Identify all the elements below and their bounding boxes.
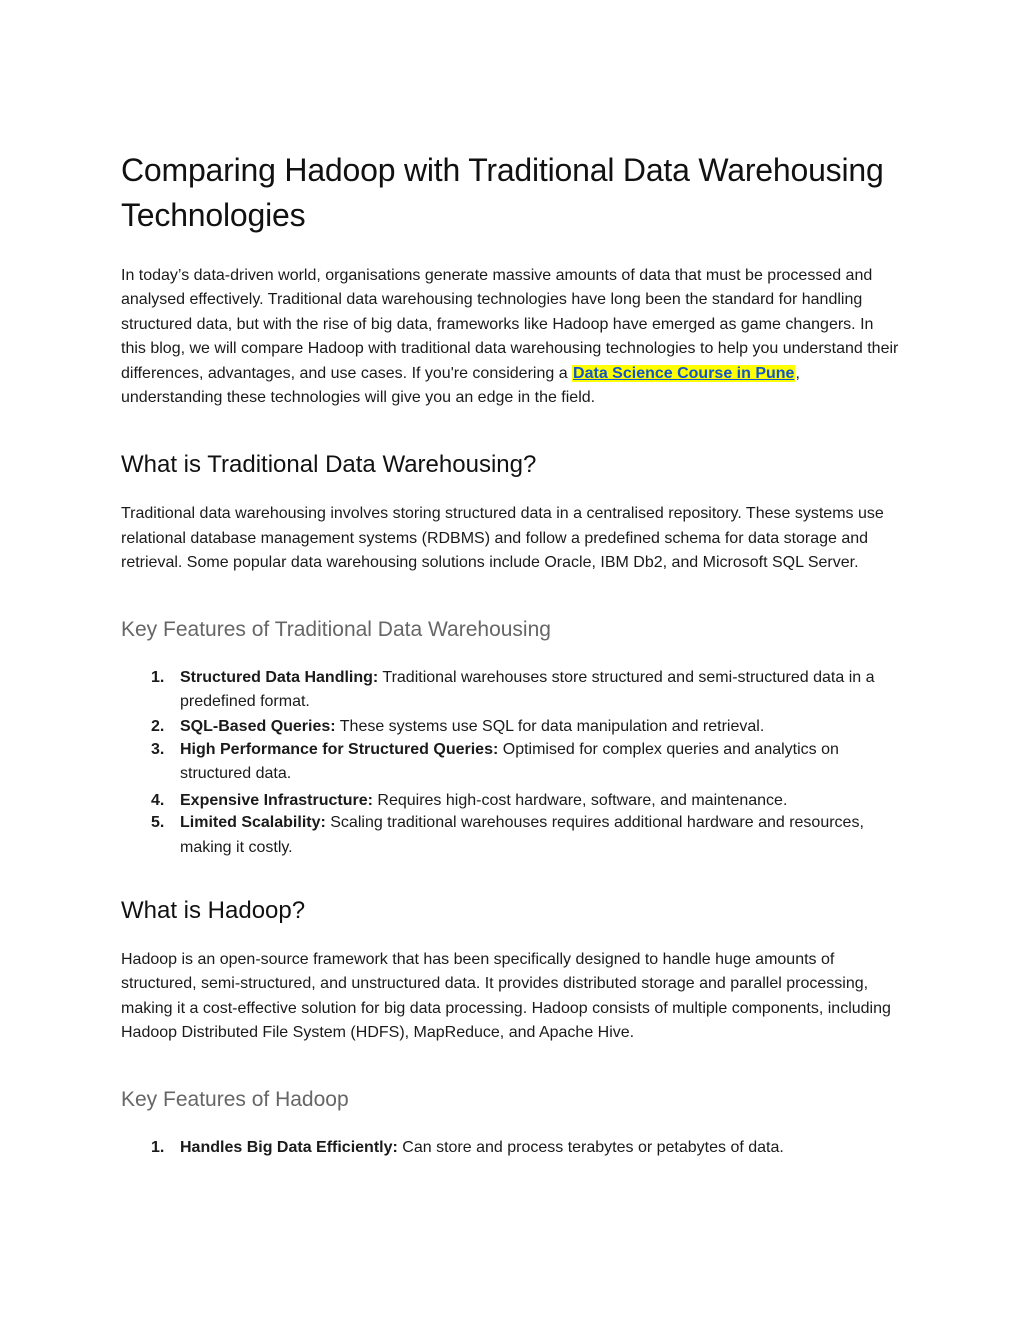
list-item-term: Limited Scalability: <box>180 814 326 832</box>
hadoop-paragraph: Hadoop is an open-source framework that has been specifically designed to handle huge amounts of structured, semi-structured, and unstructured data. It provides distributed storage and parallel processing, making it a cost-effective solution for big data processing. Hadoop consists of multiple components, including Hadoop Distributed File System (HDFS), MapReduce, and Apache Hive. <box>121 950 891 1042</box>
subheading-traditional-dw-features: Key Features of Traditional Data Warehousing <box>121 617 551 641</box>
list-item-term: Expensive Infrastructure: <box>180 791 373 809</box>
list-item-description: These systems use SQL for data manipulation and retrieval. <box>335 718 765 736</box>
list-item-number: 1. <box>151 668 165 686</box>
list-item-description: Traditional warehouses store structured and semi-structured data in a predefined format. <box>180 668 875 711</box>
list-item <box>121 1136 901 1160</box>
intro-paragraph <box>121 264 901 410</box>
list-item-number: 5. <box>151 814 165 832</box>
list-item <box>121 789 901 813</box>
traditional-dw-features-list <box>121 666 901 860</box>
section-heading-traditional-dw: What is Traditional Data Warehousing? <box>121 451 537 479</box>
list-item-number: 4. <box>151 791 165 809</box>
intro-text-after-link: , understanding these technologies will give you an edge in the field. <box>121 364 800 407</box>
list-item-term: Handles Big Data Efficiently: <box>180 1138 398 1156</box>
hadoop-features-list <box>121 1136 901 1160</box>
data-science-course-link[interactable]: Data Science Course in Pune <box>573 364 795 382</box>
list-item-term: Structured Data Handling: <box>180 668 379 686</box>
list-item-number: 1. <box>151 1138 165 1156</box>
list-item-description: Can store and process terabytes or petabytes of data. <box>397 1138 784 1156</box>
list-item <box>121 666 901 715</box>
list-item <box>121 811 901 860</box>
traditional-dw-paragraph: Traditional data warehousing involves storing structured data in a centralised repository. These systems use relational database management systems (RDBMS) and follow a predefined schema for data storage and retrieval. Some popular data warehousing solutions include Oracle, IBM Db2, and Microsoft SQL Server. <box>121 505 884 572</box>
list-item-description: Requires high-cost hardware, software, and maintenance. <box>372 791 788 809</box>
list-item-description: Optimised for complex queries and analytics on structured data. <box>180 740 839 783</box>
list-item <box>121 738 901 787</box>
list-item <box>121 715 901 739</box>
section-heading-hadoop: What is Hadoop? <box>121 896 306 924</box>
list-item-term: High Performance for Structured Queries: <box>180 740 499 758</box>
list-item-description: Scaling traditional warehouses requires additional hardware and resources, making it costly. <box>180 814 864 856</box>
subheading-hadoop-features: Key Features of Hadoop <box>121 1087 349 1111</box>
list-item-term: SQL-Based Queries: <box>180 718 336 736</box>
list-item-number: 2. <box>151 718 165 736</box>
list-item-number: 3. <box>151 740 165 758</box>
document-page <box>121 148 901 1160</box>
page-title: Comparing Hadoop with Traditional Data Warehousing Technologies <box>121 152 884 233</box>
intro-text-before-link: In today’s data-driven world, organisations generate massive amounts of data that must be processed and analysed effectively. Traditional data warehousing technologies have long been the standard for handling structured data, but with the rise of big data, frameworks like Hadoop have emerged as game changers. In this blog, we will compare Hadoop with traditional data warehousing technologies to help you understand their differences, advantages, and use cases. If you're considering a <box>121 267 899 382</box>
